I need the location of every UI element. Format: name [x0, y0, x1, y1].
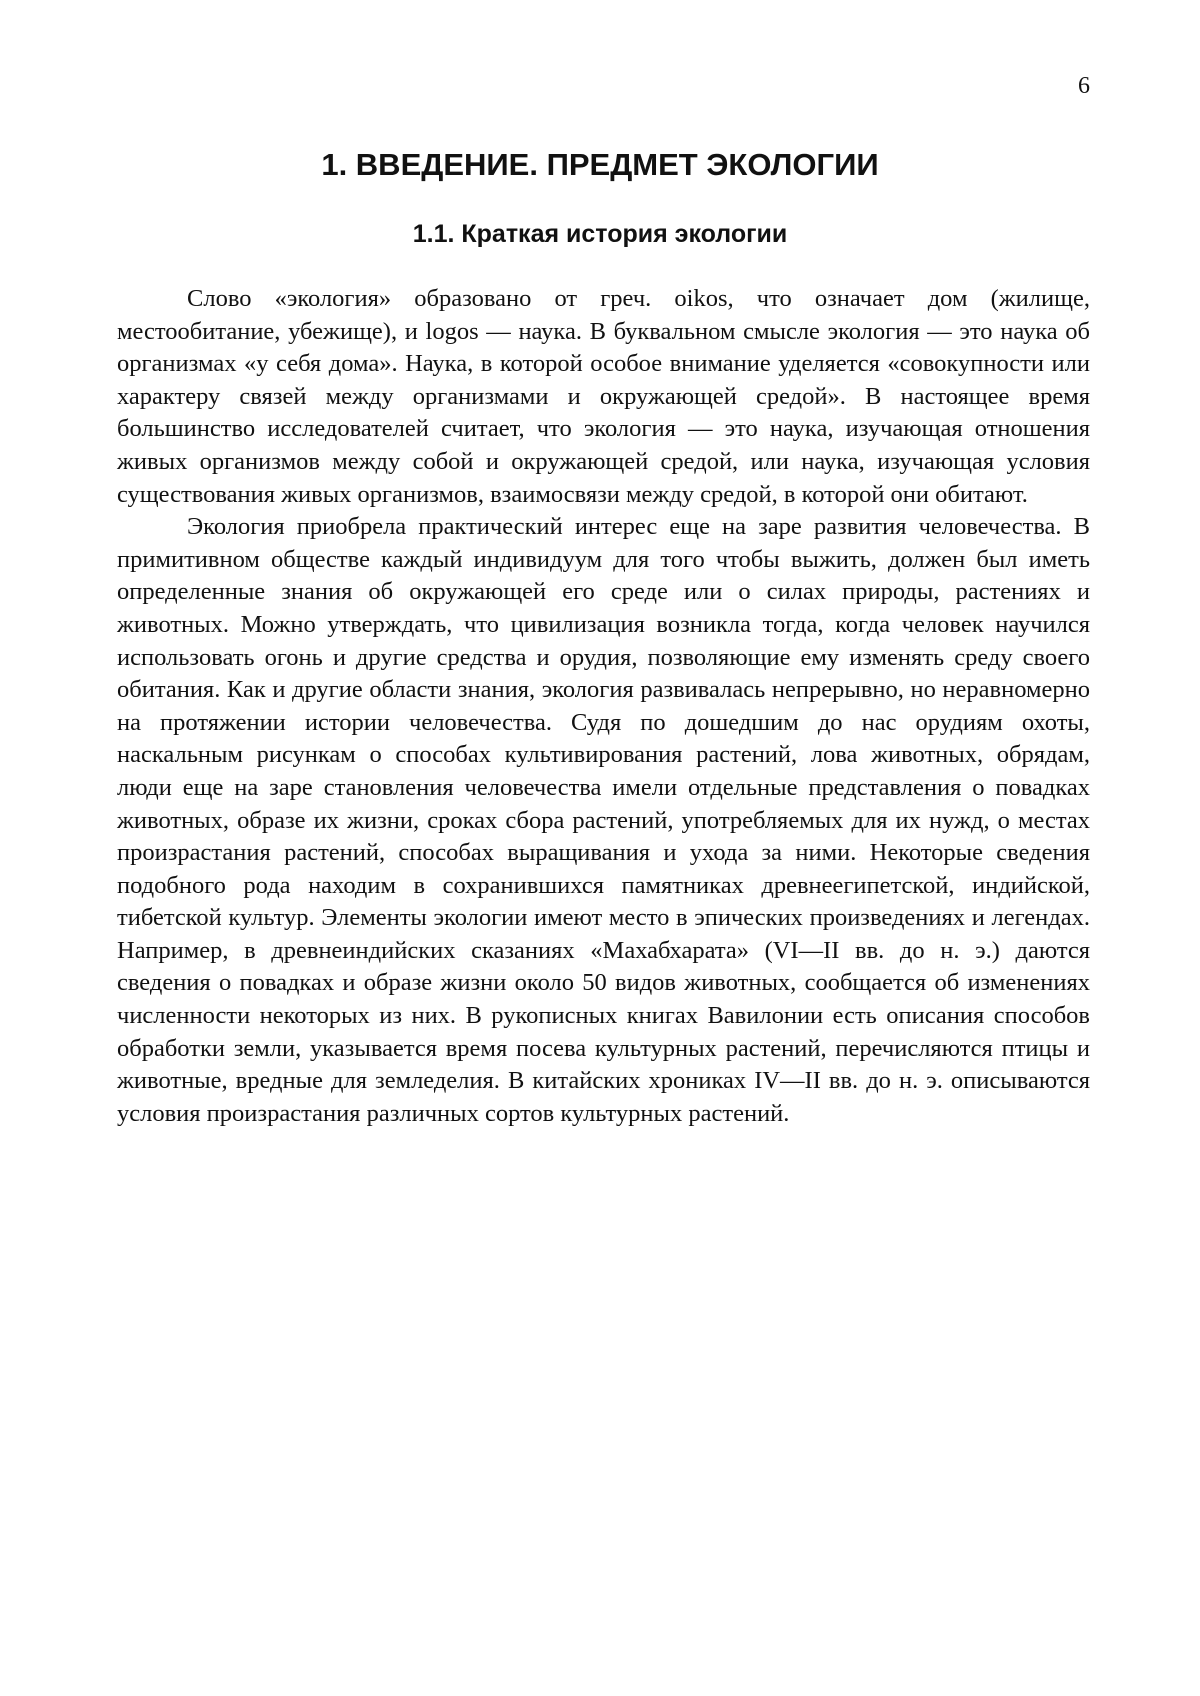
paragraph: Экология приобрела практический интерес еще на заре развития человечества. В примитивном обществе каждый индивидуум для того чтобы выжить, должен был иметь определенные знания об окружающей его среде или о силах природы, растениях и животных. Можно утверждать, что цивилизация возникла тогда, когда человек научился использовать огонь и другие средства и орудия, позволяющие ему изменять среду своего обитания. Как и другие области знания, экология развивалась непрерывно, но неравномерно на протяжении истории человечества. Судя по дошедшим до нас орудиям охоты, наскальным рисункам о способах культивирования растений, лова животных, обрядам, люди еще на заре становления человечества имели отдельные представления о повадках животных, образе их жизни, сроках сбора растений, употребляемых для их нужд, о местах произрастания растений, способах выращивания и ухода за ними. Некоторые сведения подобного рода находим в сохранившихся памятниках древнеегипетской, индийской, тибетской культур. Элементы экологии имеют место в эпических произведениях и легендах. Например, в древнеиндийских сказаниях «Махабхарата» (VI—II вв. до н. э.) даются сведения о повадках и образе жизни около 50 видов животных, сообщается об изменениях численности некоторых из них. В рукописных книгах Вавилонии есть описания способов обработки земли, указывается время посева культурных растений, перечисляются птицы и животные, вредные для земледелия. В китайских хрониках IV—II вв. до н. э. описываются условия произрастания различных сортов культурных растений. [117, 513, 1090, 1127]
paragraph: Слово «экология» образовано от греч. oikos, что означает дом (жилище, местообитание, убежище), и logos — наука. В буквальном смысле экология — это наука об организмах «у себя дома». Наука, в которой особое внимание уделяется «совокупности или характеру связей между организмами и окружающей средой». В настоящее время большинство исследователей считает, что экология — это наука, изучающая отношения живых организмов между собой и окружающей средой, или наука, изучающая условия существования живых организмов, взаимосвязи между средой, в которой они обитают. [117, 285, 1090, 508]
chapter-title: 1. ВВЕДЕНИЕ. ПРЕДМЕТ ЭКОЛОГИИ [321, 147, 879, 182]
section-title: 1.1. Краткая история экологии [412, 220, 788, 248]
page-number: 6 [1078, 73, 1090, 99]
body-text [117, 283, 1090, 1130]
